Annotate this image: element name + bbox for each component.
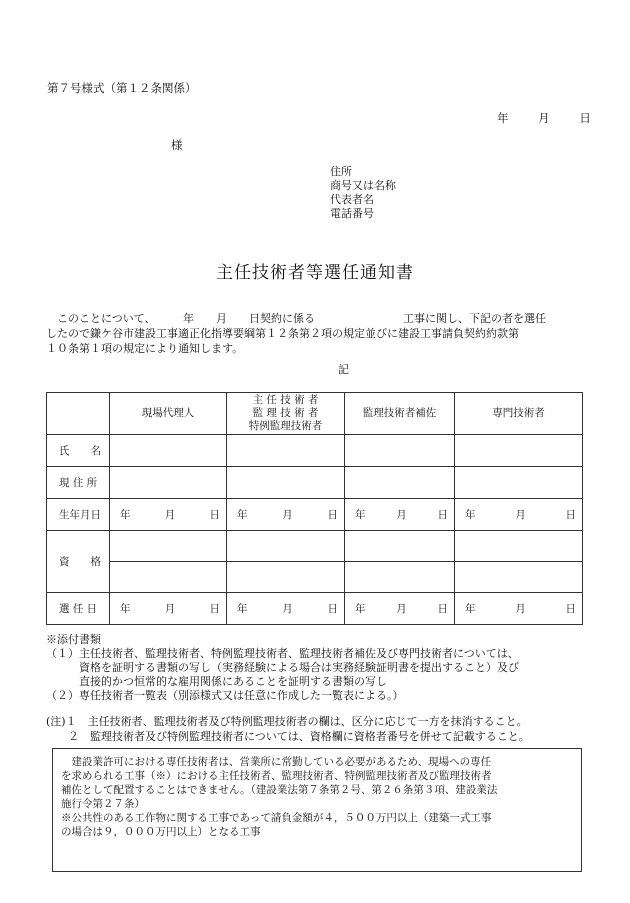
month-mark: 月 [515, 603, 526, 615]
day-mark: 日 [209, 603, 220, 615]
date-year: 年 [497, 111, 509, 125]
day-mark: 日 [565, 603, 576, 615]
year-mark: 年 [355, 603, 366, 615]
notice-line: の場合は９，０００万円以上）となる工事 [61, 826, 261, 838]
notes-section [46, 714, 606, 744]
cell-name-site-agent[interactable] [110, 435, 227, 467]
row-label-name: 氏 名 [47, 435, 110, 467]
cell-address-assistant[interactable] [345, 467, 455, 499]
cell-birth-specialist[interactable] [455, 499, 583, 531]
intro-paragraph [46, 311, 591, 356]
technician-table [46, 392, 583, 625]
year-mark: 年 [237, 509, 248, 521]
intro-line: このことについて、 年 月 日契約に係る 工事に関し、下記の者を選任 [46, 312, 547, 325]
cell-name-assistant[interactable] [345, 435, 455, 467]
day-mark: 日 [209, 509, 220, 521]
notice-date [497, 113, 591, 125]
notice-line: 施行令第２７条） [61, 798, 145, 810]
cell-appointed-specialist[interactable] [455, 593, 583, 625]
form-number: 第７号様式（第１２条関係） [47, 81, 197, 95]
year-mark: 年 [355, 509, 366, 521]
attachment-item: 直接的かつ恒常的な雇用関係にあることを証明する書類の写し [46, 675, 387, 688]
month-mark: 月 [282, 509, 293, 521]
intro-line: １０条第１項の規定により通知します。 [46, 342, 244, 355]
date-month: 月 [538, 111, 550, 125]
year-mark: 年 [120, 509, 131, 521]
document-title: 主任技術者等選任通知書 [216, 263, 414, 283]
row-label-address: 現 住 所 [47, 467, 110, 499]
cell-name-chief[interactable] [227, 435, 345, 467]
year-mark: 年 [237, 603, 248, 615]
cell-qual-specialist[interactable] [455, 531, 583, 562]
cell-address-chief[interactable] [227, 467, 345, 499]
table-row-appointed [47, 593, 583, 625]
cell-name-specialist[interactable] [455, 435, 583, 467]
cell-address-site-agent[interactable] [110, 467, 227, 499]
cell-qual-chief[interactable] [227, 531, 345, 562]
cell-appointed-site-agent[interactable] [110, 593, 227, 625]
cell-appointed-chief[interactable] [227, 593, 345, 625]
table-header-row [47, 393, 583, 435]
month-mark: 月 [396, 603, 407, 615]
header-corner [47, 393, 110, 435]
cell-qual2-assistant[interactable] [345, 562, 455, 593]
cell-qual2-site-agent[interactable] [110, 562, 227, 593]
attachment-item: （２）専任技術者一覧表（別添様式又は任意に作成した一覧表による。） [46, 689, 404, 702]
attachments-heading: ※添付書類 [46, 633, 101, 646]
notice-line: 建設業許可における専任技術者は、営業所に常勤している必要があるため、現場への専任 [61, 756, 492, 768]
header-line: 特例監理技術者 [248, 420, 323, 432]
note-item: (注)１ 主任技術者、監理技術者及び特例監理技術者の欄は、区分に応じて一方を抹消すること。 [46, 715, 528, 728]
sender-address-label: 住所 [330, 165, 352, 178]
notice-box [52, 748, 582, 872]
month-mark: 月 [164, 509, 176, 521]
cell-qual2-chief[interactable] [227, 562, 345, 593]
month-mark: 月 [396, 509, 407, 521]
table-row-birthdate [47, 499, 583, 531]
row-label-appointed: 選 任 日 [47, 593, 110, 625]
sender-phone-label: 電話番号 [330, 207, 374, 220]
header-assistant: 監理技術者補佐 [345, 393, 455, 435]
table-row-address [47, 467, 583, 499]
notice-line: を求められる工事（※）における主任技術者、監理技術者、特例監理技術者及び監理技術者 [61, 770, 492, 782]
date-day: 日 [579, 111, 591, 125]
cell-birth-assistant[interactable] [345, 499, 455, 531]
sender-company-label: 商号又は名称 [330, 179, 396, 192]
header-line: 主 任 技 術 者 [252, 394, 319, 406]
row-label-qualification: 資 格 [47, 531, 110, 593]
ki-label: 記 [338, 363, 349, 376]
table-row-name [47, 435, 583, 467]
day-mark: 日 [437, 509, 448, 521]
header-specialist: 専門技術者 [455, 393, 583, 435]
note-item: ２ 監理技術者及び特例監理技術者については、資格欄に資格者番号を併せて記載すること。 [46, 730, 530, 743]
attachments-section [46, 633, 606, 703]
attachment-item: （１）主任技術者、監理技術者、特例監理技術者、監理技術者補佐及び専門技術者については、 [46, 647, 519, 660]
header-chief-engineer [227, 393, 345, 435]
year-mark: 年 [465, 603, 476, 615]
table-row-qualification [47, 531, 583, 562]
sender-representative-label: 代表者名 [330, 193, 374, 206]
cell-birth-chief[interactable] [227, 499, 345, 531]
notice-line: 補佐として配置することはできません。（建設業法第７条第２号、第２６条第３項、建設業法 [61, 784, 498, 796]
month-mark: 月 [282, 603, 293, 615]
header-line: 監 理 技 術 者 [252, 407, 319, 419]
year-mark: 年 [120, 603, 131, 615]
cell-appointed-assistant[interactable] [345, 593, 455, 625]
cell-qual-site-agent[interactable] [110, 531, 227, 562]
month-mark: 月 [164, 603, 176, 615]
intro-line: したので鎌ケ谷市建設工事適正化指導要綱第１２条第２項の規定並びに建設工事請負契約約款第 [46, 327, 519, 340]
cell-birth-site-agent[interactable] [110, 499, 227, 531]
header-site-agent: 現場代理人 [110, 393, 227, 435]
row-label-birthdate: 生年月日 [47, 499, 110, 531]
cell-address-specialist[interactable] [455, 467, 583, 499]
year-mark: 年 [465, 509, 476, 521]
cell-qual2-specialist[interactable] [455, 562, 583, 593]
table-row-qualification-2 [47, 562, 583, 593]
sender-block [330, 165, 396, 221]
month-mark: 月 [515, 509, 526, 521]
recipient-suffix: 様 [171, 138, 183, 152]
notice-line: ※公共性のある工作物に関する工事であって請負金額が４，５００万円以上（建築一式工事 [61, 812, 492, 824]
attachment-item: 資格を証明する書類の写し（実務経験による場合は実務経験証明書を提出すること）及び [46, 661, 519, 674]
day-mark: 日 [565, 509, 576, 521]
day-mark: 日 [327, 603, 338, 615]
day-mark: 日 [437, 603, 448, 615]
cell-qual-assistant[interactable] [345, 531, 455, 562]
day-mark: 日 [327, 509, 338, 521]
